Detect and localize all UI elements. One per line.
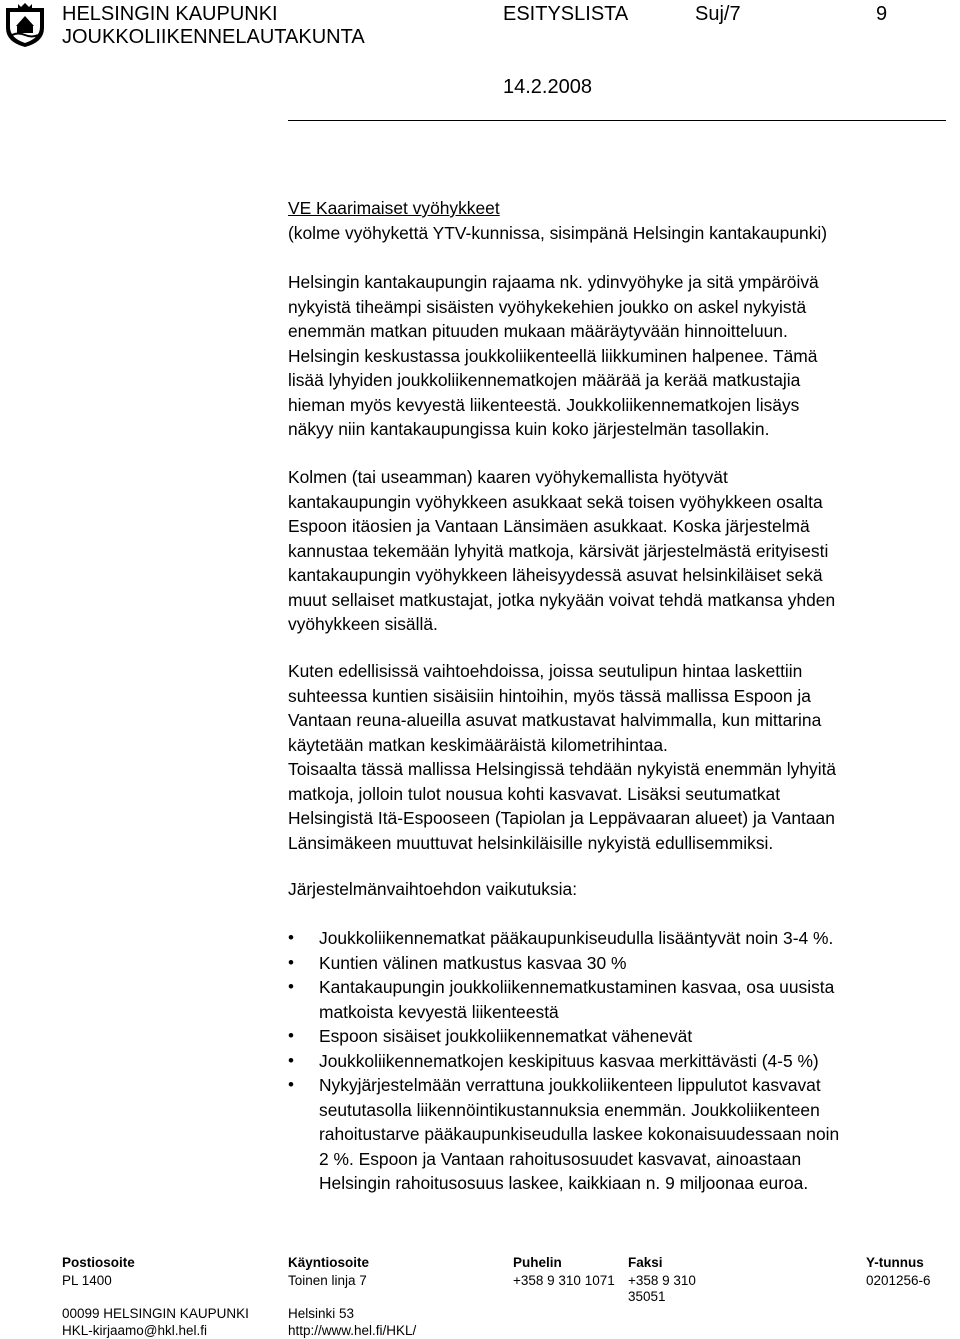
paragraph-line: Helsingin kantakaupungin rajaama nk. ydinvyöhyke ja sitä ympäröivä bbox=[288, 272, 819, 292]
paragraph-line: kantakaupungin vyöhykkeen asukkaat sekä toisen vyöhykkeen osalta bbox=[288, 491, 823, 512]
list-item-line: Joukkoliikennematkat pääkaupunkiseudulla lisääntyvät noin 3-4 %. bbox=[319, 928, 834, 948]
list-item bbox=[288, 1049, 948, 1074]
paragraph-line: muut sellaiset matkustajat, jotka nykyään voivat tehdä matkansa yhden bbox=[288, 589, 836, 610]
header-rule bbox=[288, 120, 946, 121]
paragraph-line: vyöhykkeen sisällä. bbox=[288, 614, 438, 634]
footer-visit-address: Toinen linja 7 bbox=[288, 1273, 367, 1288]
paragraph-line: Kolmen (tai useamman) kaaren vyöhykemallista hyötyvät bbox=[288, 467, 728, 487]
paragraph-line: lisää lyhyiden joukkoliikennematkojen määrää ja kerää matkustajia bbox=[288, 370, 801, 390]
paragraph-3 bbox=[288, 659, 948, 855]
list-item bbox=[288, 926, 948, 951]
list-item-line: Espoon sisäiset joukkoliikennematkat vähenevät bbox=[319, 1026, 693, 1046]
paragraph-2 bbox=[288, 465, 948, 637]
paragraph-line: enemmän matkan pituuden mukaan määräytyvään hinnoitteluun. bbox=[288, 321, 788, 341]
paragraph-line: Vantaan reuna-alueilla asuvat matkustavat halvimmalla, kun mittarina bbox=[288, 710, 822, 730]
footer-postal-address: PL 1400 bbox=[62, 1273, 112, 1288]
list-item bbox=[288, 1073, 948, 1196]
footer-fax: +358 9 310 bbox=[628, 1273, 696, 1288]
paragraph-line: Länsimäkeen muuttuvat helsinkiläisille nykyistä edullisemmiksi. bbox=[288, 832, 774, 853]
section-title: VE Kaarimaiset vyöhykkeet bbox=[288, 198, 500, 218]
paragraph-line: kantakaupungin vyöhykkeen läheisyydessä asuvat helsinkiläiset sekä bbox=[288, 565, 823, 585]
impacts-list bbox=[288, 926, 948, 1196]
list-item-line: Helsingin rahoitusosuus laskee, kaikkiaan n. 9 miljoonaa euroa. bbox=[319, 1173, 809, 1193]
section-heading bbox=[288, 196, 948, 245]
footer-ytunnus-label: Y-tunnus bbox=[866, 1255, 924, 1270]
footer-visit-label: Käyntiosoite bbox=[288, 1255, 370, 1270]
paragraph-line: näkyy niin kantakaupungissa kuin koko järjestelmän tasollakin. bbox=[288, 419, 770, 439]
paragraph-line: Espoon itäosien ja Vantaan Länsimäen asukkaat. Koska järjestelmä bbox=[288, 516, 810, 536]
footer-postal-city: 00099 HELSINGIN KAUPUNKI bbox=[62, 1306, 249, 1321]
footer-visit-city: Helsinki 53 bbox=[288, 1306, 355, 1321]
section-subtitle: (kolme vyöhykettä YTV-kunnissa, sisimpänä Helsingin kantakaupunki) bbox=[288, 222, 828, 243]
paragraph-line: matkoja, jolloin tulot nousua kohti kasvavat. Lisäksi seutumatkat bbox=[288, 783, 781, 804]
paragraph-line: Toisaalta tässä mallissa Helsingissä tehdään nykyistä enemmän lyhyitä bbox=[288, 759, 837, 779]
list-item-line: Joukkoliikennematkojen keskipituus kasvaa merkittävästi (4-5 %) bbox=[319, 1050, 819, 1071]
list-item-line: 2 %. Espoon ja Vantaan rahoitusosuudet kasvavat, ainoastaan bbox=[319, 1148, 802, 1169]
helsinki-crest-icon bbox=[2, 2, 48, 48]
header-dept: JOUKKOLIIKENNELAUTAKUNTA bbox=[62, 26, 365, 48]
footer-email: HKL-kirjaamo@hkl.hel.fi bbox=[62, 1323, 207, 1338]
footer-fax-cont: 35051 bbox=[628, 1289, 666, 1304]
paragraph-line: Helsingin keskustassa joukkoliikenteellä liikkuminen halpenee. Tämä bbox=[288, 345, 818, 366]
list-item-line: rahoitustarve pääkaupunkiseudulla laskee kokonaisuudessaan noin bbox=[319, 1124, 840, 1144]
header-doc-type: ESITYSLISTA bbox=[503, 3, 629, 25]
paragraph-line: kannustaa tekemään lyhyitä matkoja, kärsivät järjestelmästä erityisesti bbox=[288, 540, 829, 561]
paragraph-line: hieman myös kevyestä liikenteestä. Joukkoliikennematkojen lisäys bbox=[288, 394, 800, 415]
paragraph-line: Kuten edellisissä vaihtoehdoissa, joissa seutulipun hintaa laskettiin bbox=[288, 661, 803, 681]
footer-ytunnus: 0201256-6 bbox=[866, 1273, 931, 1288]
footer-postal-label: Postiosoite bbox=[62, 1255, 135, 1270]
paragraph-line: käytetään matkan keskimääräistä kilometrihintaa. bbox=[288, 734, 668, 755]
list-item bbox=[288, 1024, 948, 1049]
paragraph-line: nykyistä tiheämpi sisäisten vyöhykekehien joukko on askel nykyistä bbox=[288, 296, 807, 317]
paragraph-line: Helsingistä Itä-Espooseen (Tapiolan ja Leppävaaran alueet) ja Vantaan bbox=[288, 808, 835, 828]
impacts-heading-text: Järjestelmänvaihtoehdon vaikutuksia: bbox=[288, 879, 578, 899]
footer-phone: +358 9 310 1071 bbox=[513, 1273, 615, 1288]
header-page-number: 9 bbox=[876, 3, 888, 25]
paragraph-line: suhteessa kuntien sisäisiin hintoihin, myös tässä mallissa Espoon ja bbox=[288, 685, 811, 706]
list-item bbox=[288, 975, 948, 1024]
header-org: HELSINGIN KAUPUNKI bbox=[62, 3, 278, 25]
header-date: 14.2.2008 bbox=[503, 76, 592, 98]
impacts-heading bbox=[288, 877, 948, 902]
footer-web-link[interactable]: http://www.hel.fi/HKL/ bbox=[288, 1323, 417, 1338]
list-item-line: Kantakaupungin joukkoliikennematkustaminen kasvaa, osa uusista bbox=[319, 977, 835, 997]
list-item-line: seututasolla liikennöintikustannuksia enemmän. Joukkoliikenteen bbox=[319, 1099, 820, 1120]
list-item-line: matkoista kevyestä liikenteestä bbox=[319, 1001, 559, 1022]
list-item-line: Kuntien välinen matkustus kasvaa 30 % bbox=[319, 952, 627, 973]
list-item-line: Nykyjärjestelmään verrattuna joukkoliikenteen lippulutot kasvavat bbox=[319, 1075, 821, 1095]
paragraph-1 bbox=[288, 270, 948, 442]
footer-fax-label: Faksi bbox=[628, 1255, 663, 1270]
footer-phone-label: Puhelin bbox=[513, 1255, 562, 1270]
list-item bbox=[288, 951, 948, 976]
header-reference: Suj/7 bbox=[695, 3, 741, 25]
